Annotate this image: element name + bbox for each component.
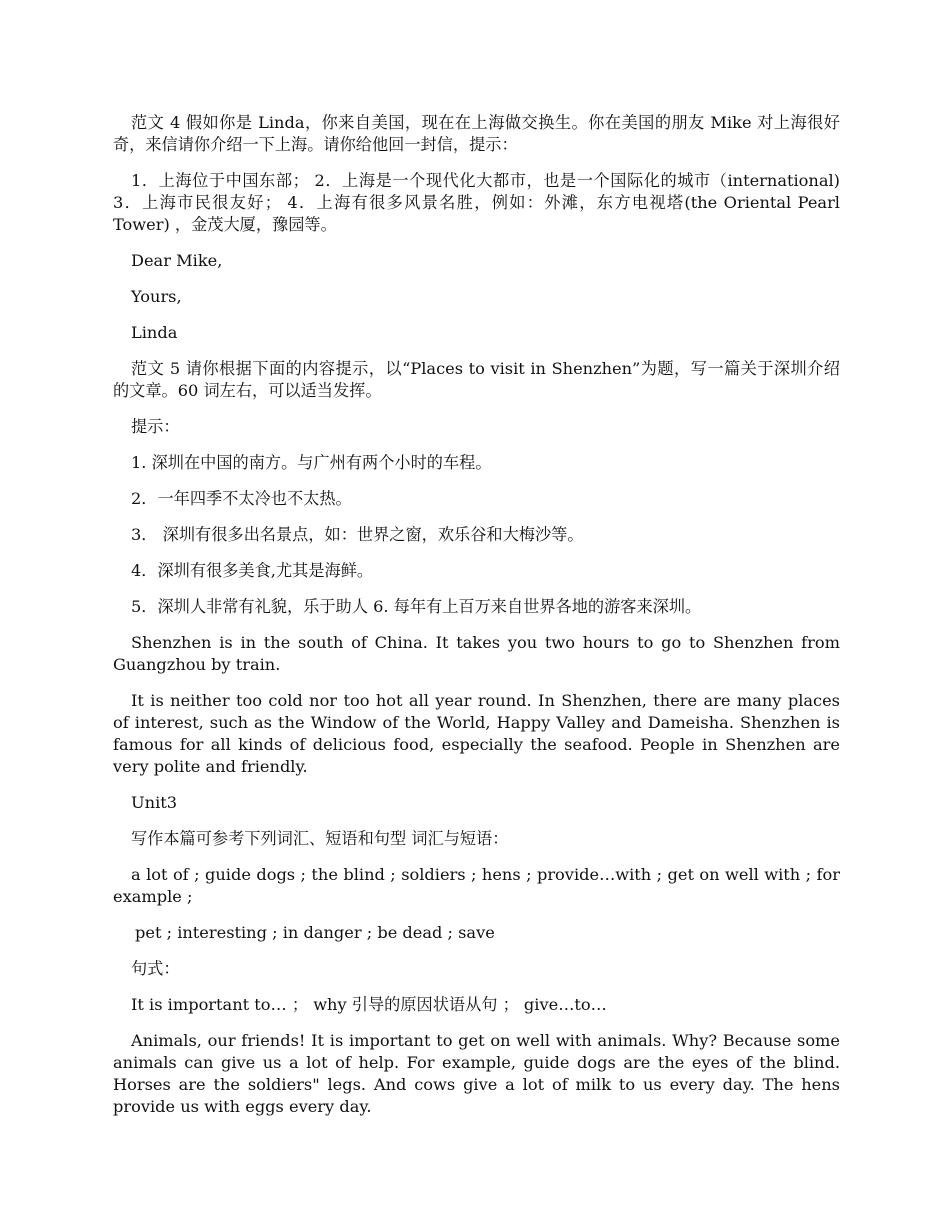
paragraph-letter-closing: Yours, <box>131 287 182 306</box>
paragraph-model-essay-5-prompt: 范文 5 请你根据下面的内容提示，以“Places to visit in Shenzhen”为题，写一篇关于深圳介绍的文章。60 词左右，可以适当发挥。 <box>113 359 840 400</box>
paragraph-sentence-patterns: It is important to… ； why 引导的原因状语从句 ； give…to… <box>131 995 607 1014</box>
hint-item: 5．深圳人非常有礼貌，乐于助人 6. 每年有上百万来自世界各地的游客来深圳。 <box>131 597 702 616</box>
document-page <box>113 112 840 1132</box>
paragraph-vocab-list-2: pet ; interesting ; in danger ; be dead ; save <box>135 923 495 942</box>
hint-item: 4．深圳有很多美食,尤其是海鲜。 <box>131 561 374 580</box>
paragraph-vocab-list-1: a lot of ; guide dogs ; the blind ; soldiers ; hens ; provide…with ; get on well with ; for example ; <box>113 865 840 906</box>
hint-item: 1. 深圳在中国的南方。与广州有两个小时的车程。 <box>131 453 492 472</box>
paragraph-sentence-patterns-heading: 句式： <box>131 959 180 978</box>
paragraph-letter-signature: Linda <box>131 323 178 342</box>
paragraph-unit-heading: Unit3 <box>131 793 178 812</box>
hint-list <box>113 452 840 618</box>
paragraph-vocab-intro: 写作本篇可参考下列词汇、短语和句型 词汇与短语： <box>131 829 509 848</box>
paragraph-shenzhen-essay-1: Shenzhen is in the south of China. It takes you two hours to go to Shenzhen from Guangzhou by train. <box>113 633 840 674</box>
paragraph-hints-heading: 提示： <box>131 417 180 436</box>
paragraph-shenzhen-essay-2: It is neither too cold nor too hot all year round. In Shenzhen, there are many places of interest, such as the Window of the World, Happy Valley and Dameisha. Shenzhen is famous for all kinds of delicious food, especially the seafood. People in Shenzhen are very polite and friendly. <box>113 691 840 776</box>
paragraph-animals-essay: Animals, our friends! It is important to get on well with animals. Why? Because some animals can give us a lot of help. For example, guide dogs are the eyes of the blind. Horses are the soldiers" legs. And cows give a lot of milk to us every day. The hens provide us with eggs every day. <box>113 1031 840 1116</box>
hint-item: 3． 深圳有很多出名景点，如：世界之窗，欢乐谷和大梅沙等。 <box>131 525 584 544</box>
paragraph-hints-shanghai: 1．上海位于中国东部； 2．上海是一个现代化大都市，也是一个国际化的城市（international) 3．上海市民很友好； 4．上海有很多风景名胜，例如：外滩，东方电视塔(the Oriental Pearl Tower) ，金茂大厦，豫园等。 <box>113 171 840 234</box>
paragraph-letter-greeting: Dear Mike, <box>131 251 223 270</box>
hint-item: 2．一年四季不太冷也不太热。 <box>131 489 352 508</box>
paragraph-model-essay-4-prompt: 范文 4 假如你是 Linda，你来自美国，现在在上海做交换生。你在美国的朋友 Mike 对上海很好奇，来信请你介绍一下上海。请你给他回一封信，提示： <box>113 113 840 154</box>
